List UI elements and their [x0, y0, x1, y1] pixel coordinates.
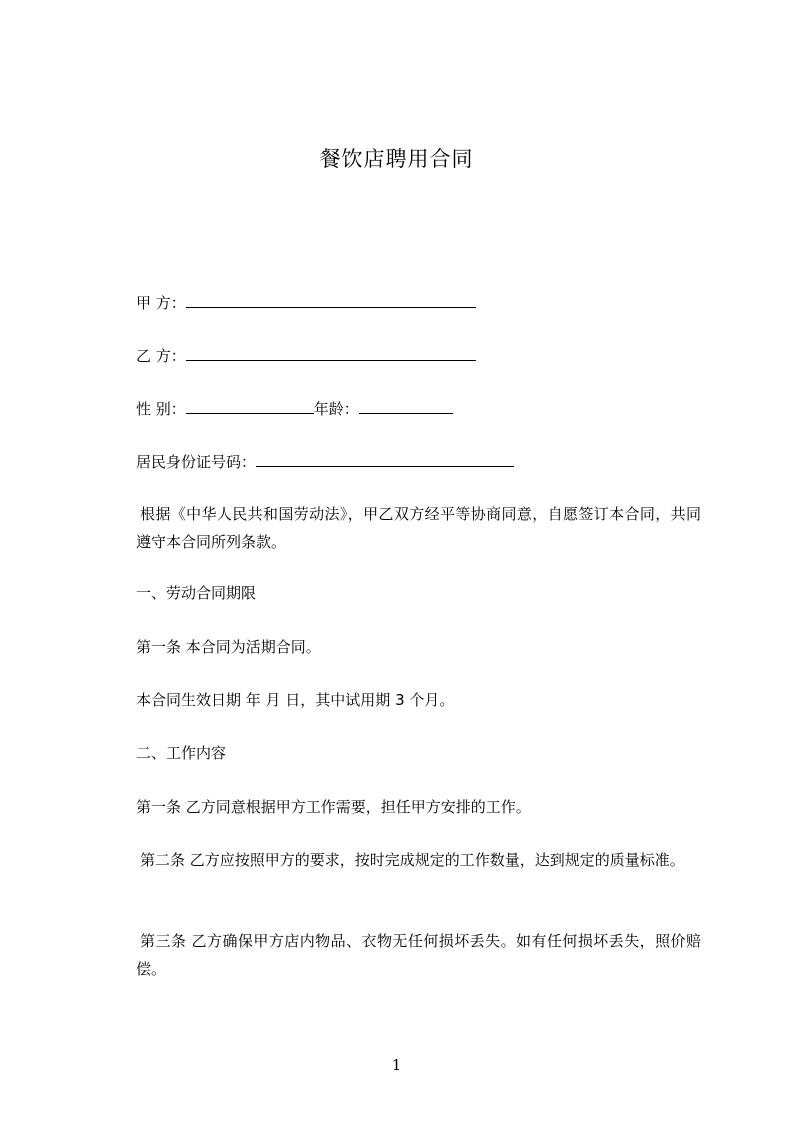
party-b-label: 乙 方：	[136, 347, 186, 365]
party-b-blank	[186, 345, 476, 361]
gender-label: 性 别：	[136, 400, 186, 418]
party-a-label: 甲 方：	[136, 294, 186, 312]
document-title: 餐饮店聘用合同	[319, 147, 474, 171]
party-a-line	[136, 292, 476, 313]
section1-article1: 第一条 本合同为活期合同。	[136, 638, 321, 656]
section2-heading: 二、工作内容	[136, 744, 227, 762]
intro-paragraph: 根据《中华人民共和国劳动法》，甲乙双方经平等协商同意，自愿签订本合同，共同遵守本合同所列条款。	[136, 505, 701, 551]
section1-effective-date: 本合同生效日期 年 月 日，其中试用期 3 个月。	[136, 691, 455, 709]
section2-article3: 第三条 乙方确保甲方店内物品、衣物无任何损坏丢失。如有任何损坏丢失，照价赔偿。	[136, 932, 701, 978]
page-number: 1	[391, 1056, 402, 1074]
section1-heading: 一、劳动合同期限	[136, 584, 257, 602]
party-a-blank	[186, 292, 476, 308]
id-number-line	[136, 451, 514, 472]
age-blank	[359, 398, 453, 414]
party-b-line	[136, 345, 476, 366]
section2-article1: 第一条 乙方同意根据甲方工作需要，担任甲方安排的工作。	[136, 798, 531, 816]
id-number-blank	[256, 451, 514, 467]
age-label: 年龄：	[313, 400, 359, 418]
gender-age-line	[136, 398, 453, 419]
gender-blank	[186, 398, 314, 414]
id-number-label: 居民身份证号码：	[136, 453, 257, 471]
section2-article2: 第二条 乙方应按照甲方的要求，按时完成规定的工作数量，达到规定的质量标准。	[140, 851, 685, 869]
